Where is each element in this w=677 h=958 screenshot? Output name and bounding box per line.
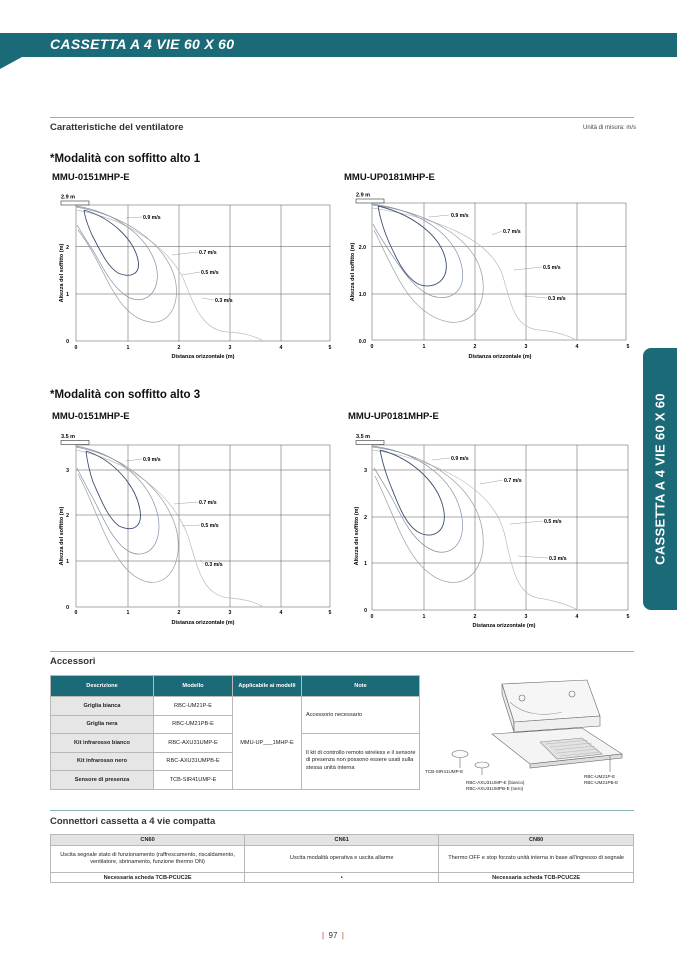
chart4-ytick-1: 1 <box>364 561 367 567</box>
chart3-ytick-1: 1 <box>66 559 69 565</box>
chart4-xtick-0: 0 <box>370 614 374 620</box>
chart1-label-07: 0.7 m/s <box>199 250 217 256</box>
chart4-label-07: 0.7 m/s <box>504 478 522 484</box>
mode1-title: *Modalità con soffitto alto 1 <box>50 153 201 165</box>
chart1-xlabel: Distanza orizzontale (m) <box>171 354 235 360</box>
acc-header-note: Note <box>302 676 420 697</box>
chart3-label-09: 0.9 m/s <box>143 457 161 463</box>
chart2-grid <box>372 203 626 340</box>
connectors-body-row <box>51 846 634 873</box>
chart3-xtick-0: 0 <box>74 610 78 616</box>
chart2-series-labels <box>451 213 566 302</box>
chart3-height-label: 3.5 m <box>61 434 76 440</box>
chart2-ytick-2: 2.0 <box>358 245 366 251</box>
con-header-cn61: CN61 <box>245 835 439 846</box>
chart1-curve-03 <box>76 210 262 340</box>
chart2-callouts <box>429 215 547 298</box>
con-cell-cn60: Uscita segnale stato di funzionamento (raffrescamento, riscaldamento, ventilatore, sbrinamento, funzione thermo ON) <box>51 846 245 873</box>
acc-desc: Kit infrarosso nero <box>51 752 154 771</box>
chart3-ylabel: Altezza del soffitto (m) <box>59 506 65 566</box>
con-footer-cn60: Necessaria scheda TCB-PCUC2E <box>51 873 245 883</box>
con-header-cn80: CN80 <box>439 835 634 846</box>
chart2-xticks <box>371 344 630 350</box>
acc-header-desc: Descrizione <box>51 676 154 697</box>
chart1-label-03: 0.3 m/s <box>215 298 233 304</box>
chart2-label-05: 0.5 m/s <box>543 265 561 271</box>
chart-3 <box>52 428 342 628</box>
accessories-rule <box>50 651 634 652</box>
chart4-xtick-2: 2 <box>473 614 477 620</box>
accessory-diagram <box>422 672 634 800</box>
chart3-xtick-5: 5 <box>328 610 332 616</box>
chart1-ylabel: Altezza del soffitto (m) <box>59 243 65 303</box>
chart3-ytick-0: 0 <box>66 605 69 611</box>
chart2-height-label: 2.9 m <box>356 192 371 199</box>
chart1-xtick-2: 2 <box>177 345 181 351</box>
chart-1 <box>52 190 342 366</box>
chart4-series-labels <box>451 456 567 562</box>
chart1-xticks <box>75 345 332 351</box>
accessories-table <box>50 675 420 790</box>
fan-section-rule <box>50 117 634 118</box>
diagram-label-sensor: TCB-SIR41UMP-E <box>425 769 464 774</box>
diagram-label-grille-white: RBC-UM21P-E <box>584 774 616 779</box>
chart2-xtick-3: 3 <box>524 344 528 350</box>
chart2-ytick-0: 0.0 <box>358 339 366 345</box>
chart4-label-09: 0.9 m/s <box>451 456 469 462</box>
chart2-xtick-5: 5 <box>626 344 630 350</box>
chart1-series-labels <box>143 215 233 304</box>
unit-note: Unità di misura: m/s <box>583 125 637 131</box>
chart2-ytick-1: 1.0 <box>358 292 366 298</box>
page-number-bar-left: | <box>322 931 325 940</box>
fan-section-title: Caratteristiche del ventilatore <box>50 122 184 133</box>
chart4-xtick-3: 3 <box>524 614 528 620</box>
chart2-xlabel: Distanza orizzontale (m) <box>468 354 532 360</box>
chart3-label-05: 0.5 m/s <box>201 523 219 529</box>
chart4-ytick-2: 2 <box>364 515 367 521</box>
chart2-curve-03 <box>372 208 576 340</box>
page-title: CASSETTA A 4 VIE 60 X 60 <box>50 36 235 52</box>
chart1-ytick-1: 1 <box>66 292 69 298</box>
cassette-unit-drawing <box>452 680 622 775</box>
page-number-bar-right: | <box>341 931 344 940</box>
chart3-curve-03 <box>76 450 264 607</box>
chart3-xtick-1: 1 <box>126 610 130 616</box>
acc-desc: Griglia nera <box>51 715 154 734</box>
acc-desc: Kit infrarosso bianco <box>51 734 154 753</box>
chart2-label-09: 0.9 m/s <box>451 213 469 219</box>
chart3-series-labels <box>143 457 223 568</box>
chart4-ylabel: Altezza del soffitto (m) <box>354 506 360 566</box>
chart4-height-box <box>356 441 384 445</box>
chart2-xtick-2: 2 <box>473 344 477 350</box>
chart1-curve-05 <box>76 207 177 322</box>
acc-desc: Griglia bianca <box>51 697 154 716</box>
chart3-curve-09 <box>86 451 140 529</box>
side-tab-label: CASSETTA A 4 VIE 60 X 60 <box>652 393 668 565</box>
chart4-xlabel: Distanza orizzontale (m) <box>472 623 536 629</box>
chart4-ytick-3: 3 <box>364 468 367 474</box>
chart2-label-07: 0.7 m/s <box>503 229 521 235</box>
chart1-height-box <box>61 201 89 205</box>
acc-model: TCB-SIR41UMP-E <box>154 771 233 790</box>
acc-note-grille: Accessorio necessario <box>302 697 420 734</box>
chart1-label-09: 0.9 m/s <box>143 215 161 221</box>
chart3-curve-05 <box>76 447 178 582</box>
acc-header-model: Modello <box>154 676 233 697</box>
chart1-ytick-2: 2 <box>66 245 69 251</box>
mode3-title: *Modalità con soffitto alto 3 <box>50 389 201 401</box>
acc-model: RBC-AXU31UMPB-E <box>154 752 233 771</box>
chart4-label-03: 0.3 m/s <box>549 556 567 562</box>
con-cell-cn80: Thermo OFF e stop forzato unità interna in base all'ingresso di segnale <box>439 846 634 873</box>
chart1-xtick-3: 3 <box>228 345 232 351</box>
acc-model: RBC-UM21P-E <box>154 697 233 716</box>
chart3-xtick-4: 4 <box>279 610 283 616</box>
chart3-xlabel: Distanza orizzontale (m) <box>171 620 235 626</box>
chart4-yticks <box>364 468 367 614</box>
con-header-cn60: CN60 <box>51 835 245 846</box>
chart3-yticks <box>66 468 69 611</box>
chart2-height-box <box>356 199 384 203</box>
chart3-model: MMU-0151MHP-E <box>52 411 130 422</box>
chart1-model: MMU-0151MHP-E <box>52 172 130 183</box>
accessory-diagram-labels <box>425 769 618 791</box>
chart1-xtick-4: 4 <box>279 345 283 351</box>
chart4-height-label: 3.5 m <box>356 434 371 440</box>
chart3-xtick-3: 3 <box>228 610 232 616</box>
chart3-ytick-3: 3 <box>66 468 69 474</box>
acc-header-applicable: Applicabile ai modelli <box>233 676 302 697</box>
accessories-header-row <box>51 676 420 697</box>
chart4-grid <box>372 445 628 610</box>
connectors-title: Connettori cassetta a 4 vie compatta <box>50 816 216 827</box>
chart4-model: MMU-UP0181MHP-E <box>348 411 439 422</box>
connectors-footer-row <box>51 873 634 883</box>
chart4-ytick-0: 0 <box>364 608 367 614</box>
chart-2 <box>344 190 636 366</box>
chart1-label-05: 0.5 m/s <box>201 270 219 276</box>
chart4-xtick-1: 1 <box>422 614 426 620</box>
connectors-table <box>50 834 634 883</box>
table-row <box>51 697 420 716</box>
chart1-xtick-5: 5 <box>328 345 332 351</box>
side-tab-label-wrap <box>643 348 677 610</box>
chart4-callouts <box>432 458 548 558</box>
accessories-title: Accessori <box>50 656 96 667</box>
page-number: 97 <box>328 931 338 940</box>
chart4-curve-05 <box>372 447 483 582</box>
chart4-xticks <box>371 614 630 620</box>
chart3-xticks <box>75 610 332 616</box>
acc-applicable: MMU-UP___1MHP-E <box>233 697 302 790</box>
chart2-xtick-0: 0 <box>370 344 374 350</box>
chart3-xtick-2: 2 <box>177 610 181 616</box>
con-footer-cn80: Necessaria scheda TCB-PCUC2E <box>439 873 634 883</box>
chart3-label-03: 0.3 m/s <box>205 562 223 568</box>
chart3-ytick-2: 2 <box>66 513 69 519</box>
chart2-label-03: 0.3 m/s <box>548 296 566 302</box>
acc-note-kit: Il kit di controllo remoto wireless e il sensore di presenza non possono essere usati sulla stessa unità interna <box>302 734 420 790</box>
con-footer-cn61: • <box>245 873 439 883</box>
page-number-wrap <box>322 931 344 940</box>
chart1-xtick-0: 0 <box>74 345 78 351</box>
diagram-label-kit-black: RBC-AXU31UMPB-E (nero) <box>466 786 524 791</box>
chart-4 <box>348 428 636 633</box>
connectors-header-row <box>51 835 634 846</box>
acc-model: RBC-UM21PB-E <box>154 715 233 734</box>
chart4-label-05: 0.5 m/s <box>544 519 562 525</box>
connectors-rule <box>50 810 634 811</box>
chart4-xtick-4: 4 <box>575 614 579 620</box>
chart1-yticks <box>66 245 69 345</box>
chart4-curve-09 <box>380 450 444 535</box>
header-notch <box>0 57 22 69</box>
chart3-label-07: 0.7 m/s <box>199 500 217 506</box>
chart1-height-label: 2.9 m <box>61 194 76 201</box>
acc-model: RBC-AXU31UMP-E <box>154 734 233 753</box>
diagram-label-kit-white: RBC-AXU31UMP-E (bianco) <box>466 780 525 785</box>
chart2-xtick-4: 4 <box>575 344 579 350</box>
con-cell-cn61: Uscita modalità operativa e uscita allarme <box>245 846 439 873</box>
acc-desc: Sensore di presenza <box>51 771 154 790</box>
diagram-label-grille-black: RBC-UM21PB-E <box>584 780 619 785</box>
chart3-height-box <box>61 441 89 445</box>
chart2-curve-09 <box>378 206 446 286</box>
chart2-ylabel: Altezza del soffitto (m) <box>350 242 356 302</box>
chart1-ytick-0: 0 <box>66 339 69 345</box>
chart4-xtick-5: 5 <box>626 614 630 620</box>
chart2-yticks <box>359 245 366 345</box>
chart1-xtick-1: 1 <box>126 345 130 351</box>
chart2-xtick-1: 1 <box>422 344 426 350</box>
chart2-model: MMU-UP0181MHP-E <box>344 172 435 183</box>
